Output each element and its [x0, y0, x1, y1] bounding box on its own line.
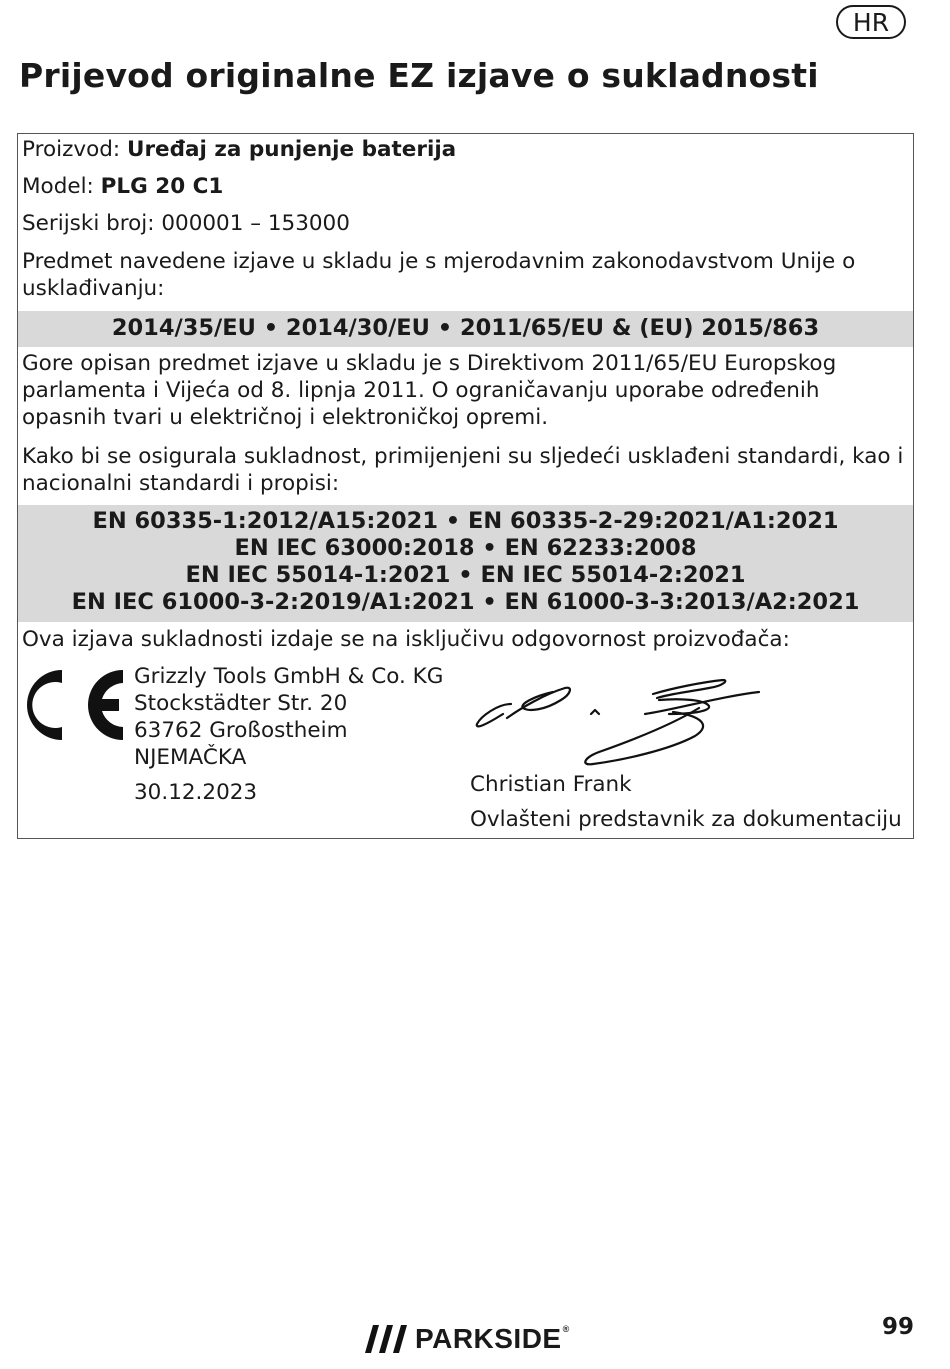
model-label: Model: — [22, 174, 94, 199]
directives-band — [18, 311, 913, 347]
standards-row: EN IEC 61000-3-2:2019/A1:2021 • EN 61000-3-3:2013/A2:2021 — [71, 589, 860, 615]
conformity-text: Predmet navedene izjave u skladu je s mjerodavnim zakonodavstvom Unije o usklađivanju: — [22, 249, 856, 301]
standards-row: EN IEC 55014-1:2021 • EN IEC 55014-2:2021 — [185, 562, 746, 588]
manufacturer-city: 63762 Großostheim — [134, 718, 348, 743]
page-number: 99 — [882, 1314, 915, 1340]
product-label: Proizvod: — [22, 137, 121, 162]
directives-list: 2014/35/EU • 2014/30/EU • 2011/65/EU & (EU) 2015/863 — [111, 315, 820, 341]
brand-logo — [365, 1323, 570, 1355]
brand-name: PARKSIDE® — [415, 1323, 570, 1354]
manufacturer-country: NJEMAČKA — [134, 745, 247, 770]
page-title: Prijevod originalne EZ izjave o sukladnosti — [19, 56, 819, 95]
parkside-slashes-icon — [365, 1325, 409, 1353]
language-badge: HR — [836, 5, 906, 39]
model-value: PLG 20 C1 — [100, 174, 224, 199]
manufacturer-street: Stockstädter Str. 20 — [134, 691, 348, 716]
serial-number-line: Serijski broj: 000001 – 153000 — [22, 211, 350, 236]
product-value: Uređaj za punjenje baterija — [126, 137, 457, 162]
signatory-role: Ovlašteni predstavnik za dokumentaciju — [470, 807, 902, 832]
standards-row: EN IEC 63000:2018 • EN 62233:2008 — [234, 535, 697, 561]
standards-band — [18, 505, 913, 622]
standards-intro: Kako bi se osigurala sukladnost, primijenjeni su sljedeći usklađeni standardi, kao i nacionalni standardi i propisi: — [22, 444, 904, 496]
product-line — [22, 136, 456, 163]
signature-image — [473, 664, 763, 769]
ce-mark-icon — [22, 666, 127, 744]
standards-row: EN 60335-1:2012/A15:2021 • EN 60335-2-29:2021/A1:2021 — [92, 508, 839, 534]
rohs-text: Gore opisan predmet izjave u skladu je s Direktivom 2011/65/EU Europskog parlamenta i Vijeća od 8. lipnja 2011. O ograničavanju uporabe određenih opasnih tvari u električnoj i elektroničkoj opremi. — [22, 351, 837, 430]
responsibility-text: Ova izjava sukladnosti izdaje se na isključivu odgovornost proizvođača: — [22, 627, 790, 652]
declaration-date: 30.12.2023 — [134, 780, 258, 805]
model-line — [22, 173, 223, 200]
manufacturer-name: Grizzly Tools GmbH & Co. KG — [134, 664, 444, 689]
signatory-name: Christian Frank — [470, 772, 632, 797]
declaration-box — [17, 133, 914, 839]
